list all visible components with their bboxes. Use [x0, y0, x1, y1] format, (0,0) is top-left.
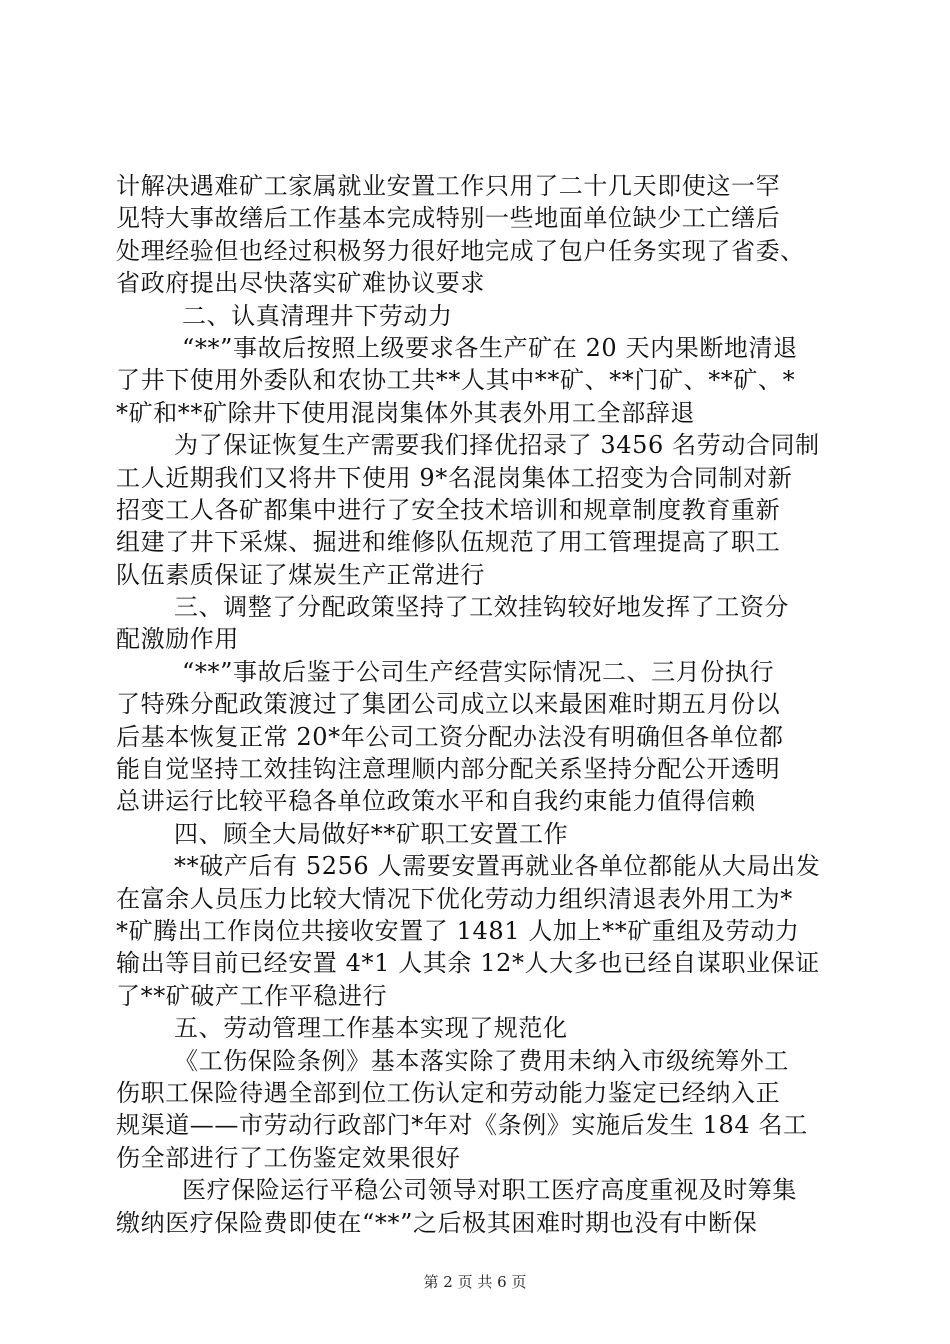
text-line: 处理经验但也经过积极努力很好地完成了包户任务实现了省委、 — [116, 236, 805, 265]
text-line: 《工伤保险条例》基本落实除了费用未纳入市级统筹外工 — [174, 1046, 789, 1075]
text-line: 为了保证恢复生产需要我们择优招录了 3456 名劳动合同制 — [174, 431, 820, 460]
text-line: 了**矿破产工作平稳进行 — [116, 981, 388, 1010]
page-footer: 第 2 页 共 6 页 — [423, 1273, 527, 1291]
text-line: 五、劳动管理工作基本实现了规范化 — [174, 1014, 568, 1043]
text-line: 三、调整了分配政策坚持了工效挂钩较好地发挥了工资分 — [174, 593, 789, 622]
text-line: *矿和**矿除井下使用混岗集体外其表外用工全部辞退 — [116, 398, 695, 427]
text-line: **破产后有 5256 人需要安置再就业各单位都能从大局出发 — [174, 852, 821, 881]
text-line: 缴纳医疗保险费即使在“**”之后极其困难时期也没有中断保 — [116, 1208, 758, 1237]
text-line: 队伍素质保证了煤炭生产正常进行 — [116, 560, 485, 589]
text-line: 工人近期我们又将井下使用 9*名混岗集体工招变为合同制对新 — [116, 463, 793, 492]
text-line: 医疗保险运行平稳公司领导对职工医疗高度重视及时筹集 — [182, 1176, 797, 1205]
body-text — [116, 170, 850, 1239]
text-line: 在富余人员压力比较大情况下优化劳动力组织清退表外用工为* — [116, 884, 793, 913]
text-line: “**”事故后鉴于公司生产经营实际情况二、三月份执行 — [182, 657, 775, 686]
text-line: 配激励作用 — [116, 625, 239, 654]
text-line: 四、顾全大局做好**矿职工安置工作 — [174, 819, 569, 848]
text-line: 组建了井下采煤、掘进和维修队伍规范了用工管理提高了职工 — [116, 528, 781, 557]
text-line: 了井下使用外委队和农协工共**人其中**矿、**门矿、**矿、* — [116, 366, 796, 395]
text-line: 能自觉坚持工效挂钩注意理顺内部分配关系坚持分配公开透明 — [116, 755, 781, 784]
text-line: 招变工人各矿都集中进行了安全技术培训和规章制度教育重新 — [116, 495, 781, 524]
text-line: 规渠道——市劳动行政部门*年对《条例》实施后发生 184 名工 — [116, 1111, 808, 1140]
text-line: 输出等目前已经安置 4*1 人其余 12*人大多也已经自谋职业保证 — [116, 949, 820, 978]
text-line: 见特大事故缮后工作基本完成特别一些地面单位缺少工亡缮后 — [116, 204, 781, 233]
text-line: 省政府提出尽快落实矿难协议要求 — [116, 269, 485, 298]
text-line: *矿腾出工作岗位共接收安置了 1481 人加上**矿重组及劳动力 — [116, 916, 800, 945]
text-line: 伤全部进行了工伤鉴定效果很好 — [116, 1143, 461, 1172]
text-line: 总讲运行比较平稳各单位政策水平和自我约束能力值得信赖 — [116, 787, 756, 816]
text-line: “**”事故后按照上级要求各生产矿在 20 天内果断地清退 — [182, 333, 798, 362]
text-line: 了特殊分配政策渡过了集团公司成立以来最困难时期五月份以 — [116, 690, 781, 719]
text-line: 后基本恢复正常 20*年公司工资分配办法没有明确但各单位都 — [116, 722, 784, 751]
text-line: 伤职工保险待遇全部到位工伤认定和劳动能力鉴定已经纳入正 — [116, 1078, 781, 1107]
text-line: 计解决遇难矿工家属就业安置工作只用了二十几天即使这一罕 — [116, 172, 781, 200]
text-line: 二、认真清理井下劳动力 — [182, 301, 453, 330]
